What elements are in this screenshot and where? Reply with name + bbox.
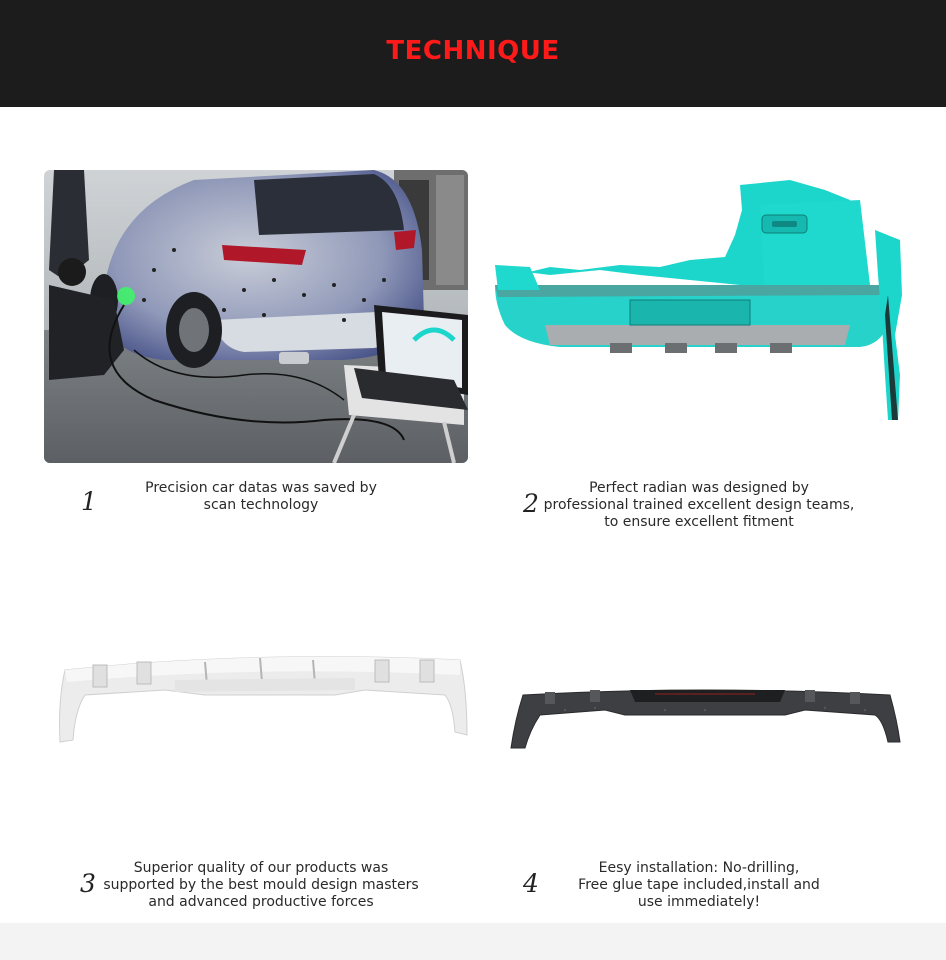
caption-line: scan technology	[203, 497, 319, 513]
caption-line: professional trained excellent design teams,	[543, 497, 855, 513]
feature-caption-4	[564, 860, 834, 911]
feature-number-1: 1	[81, 487, 97, 516]
feature-number-4: 4	[523, 869, 539, 898]
white-diffuser-illustration	[55, 650, 475, 750]
caption-line: use immediately!	[637, 894, 761, 910]
scan-model-illustration	[490, 175, 910, 435]
feature-caption-2	[539, 480, 859, 531]
car-scanning-photo	[44, 170, 468, 463]
caption-line: Perfect radian was designed by	[589, 480, 809, 496]
dark-diffuser-illustration	[505, 680, 905, 760]
caption-line: Precision car datas was saved by	[145, 480, 377, 496]
caption-line: Superior quality of our products was	[133, 860, 389, 876]
feature-number-2: 2	[523, 489, 539, 518]
caption-line: supported by the best mould design masters	[103, 877, 419, 893]
page-title: TECHNIQUE	[386, 36, 560, 66]
white-mould-diffuser-part	[55, 650, 475, 750]
caption-line: and advanced productive forces	[148, 894, 374, 910]
caption-line: Eesy installation: No-drilling,	[598, 860, 800, 876]
dark-installed-diffuser-part	[505, 680, 905, 760]
feature-caption-1	[111, 480, 411, 514]
caption-line: to ensure excellent fitment	[604, 514, 794, 530]
header-bar	[0, 0, 946, 107]
car-scanning-illustration	[44, 170, 468, 463]
footer-band	[0, 923, 946, 960]
feature-number-3: 3	[80, 869, 96, 898]
3d-scan-model-render	[490, 175, 910, 435]
feature-caption-3	[98, 860, 424, 911]
caption-line: Free glue tape included,install and	[578, 877, 820, 893]
